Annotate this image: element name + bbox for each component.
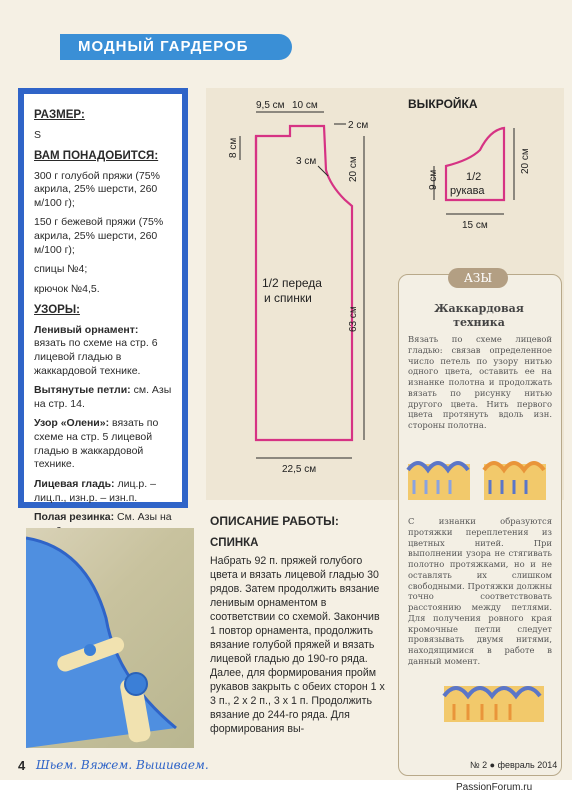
azy-tab: АЗЫ [448, 268, 508, 288]
jacquard-illustration-front [404, 450, 554, 506]
deer-pattern-label: Узор «Олени»: [34, 417, 110, 430]
materials-heading: ВАМ ПОНАДОБИТСЯ: [34, 149, 159, 162]
hook: крючок №4,5. [34, 283, 100, 295]
hollow-rib-text: См. Азы на [117, 511, 172, 524]
azy-text-2: С изнанки образуются протяжки переплетения из цветных нитей. При выполнении узора не стягивать полотно протяжками, но и не оставлять их слишком свободными. Протяжки должны точно соответствовать расстоянию между петлями. Для получения ровного края кромочные петли следует провязывать двумя нитями, находящимися в работе в данный момент. [408, 516, 552, 666]
site-watermark: PassionForum.ru [456, 782, 533, 793]
section-title: МОДНЫЙ ГАРДЕРОБ [78, 38, 249, 55]
sleeve-dim-9: 9 см [428, 169, 439, 190]
sleeve-dim-15: 15 см [462, 220, 488, 231]
page-number: 4 [18, 758, 26, 773]
description-heading: ОПИСАНИЕ РАБОТЫ: [210, 514, 339, 528]
jacquard-illustration-back [404, 676, 554, 726]
magazine-slogan: Шьем. Вяжем. Вышиваем. [36, 758, 209, 772]
dim-label-3: 3 см [296, 156, 317, 167]
sweater-detail-photo [26, 528, 194, 748]
sleeve-dim-20: 20 см [520, 148, 531, 174]
size-heading: РАЗМЕР: [34, 109, 85, 121]
size-value: S [34, 128, 42, 141]
lazy-ornament-label: Ленивый орнамент: [34, 323, 139, 336]
stockinette-label: Лицевая гладь: [34, 477, 115, 490]
hollow-rib-label: Полая резинка: [34, 511, 115, 524]
sleeve-label-line2: рукава [450, 185, 485, 197]
dim-label-20: 20 см [348, 156, 359, 182]
lazy-ornament-text: вязать по схеме на стр. 6 лицевой гладью в жаккардовой технике. [34, 337, 158, 377]
dim-label-22-5: 22,5 см [282, 464, 317, 475]
back-instructions: Набрать 92 п. пряжей голубого цвета и вязать лицевой гладью 30 рядов. Затем продолжить вязание ленивым орнаментом в соответствии со схемой. Закончив 1 повтор орнамента, продолжить вязание голубой пряжей и вязать лицевой гладью до 190-го ряда. Далее, для формирования пройм рукавов закрыть с обеих сторон 1 х 3 п., 2 х 2 п., 3 х 1 п. Продолжить вязание до 244-го ряда. Для формирования вы- [210, 555, 385, 735]
dim-label-2: 2 см [348, 120, 369, 131]
needles: спицы №4; [34, 263, 88, 276]
back-heading: СПИНКА [210, 536, 259, 549]
body-label-line2: и спинки [264, 291, 312, 305]
deer-pattern-text: вязать по схеме на стр. 5 лицевой гладью в жаккардовой технике. [34, 417, 159, 471]
dim-label-9-5: 9,5 см [256, 100, 285, 111]
azy-text-1: Вязать по схеме лицевой гладью: связав определенное число петель по узору нитью одного цвета, оставить ее на изнанке полотна и продолжать вязать по рисунку нитью другого цвета. Нить первого цвета протянуть вдоль изн. стороны полотна. [408, 334, 552, 430]
dim-label-63: 63 см [348, 306, 359, 332]
dim-label-8: 8 см [228, 137, 239, 158]
yarn-blue: 300 г голубой пряжи (75% акрила, 25% шерсти, 260 м/100 г); [34, 169, 160, 209]
pulled-loops-text: см. Азы на стр. 14. [34, 384, 172, 410]
pulled-loops-label: Вытянутые петли: [34, 384, 131, 397]
stockinette-text: лиц.р. – лиц.п., изн.р. – изн.п. [34, 477, 156, 504]
yarn-beige: 150 г бежевой пряжи (75% акрила, 25% шерсти, 260 м/100 г); [34, 216, 164, 256]
sleeve-label-line1: 1/2 [466, 171, 482, 183]
work-description [210, 514, 386, 737]
azy-title: Жаккардовая техника [434, 302, 524, 329]
body-label-line1: 1/2 переда [262, 276, 322, 290]
sweater-photo-illustration [26, 528, 194, 748]
dim-label-10: 10 см [292, 100, 318, 111]
issue-info: № 2 ● февраль 2014 [470, 760, 558, 770]
patterns-heading: УЗОРЫ: [34, 303, 80, 316]
pattern-title: ВЫКРОЙКА [408, 97, 478, 111]
